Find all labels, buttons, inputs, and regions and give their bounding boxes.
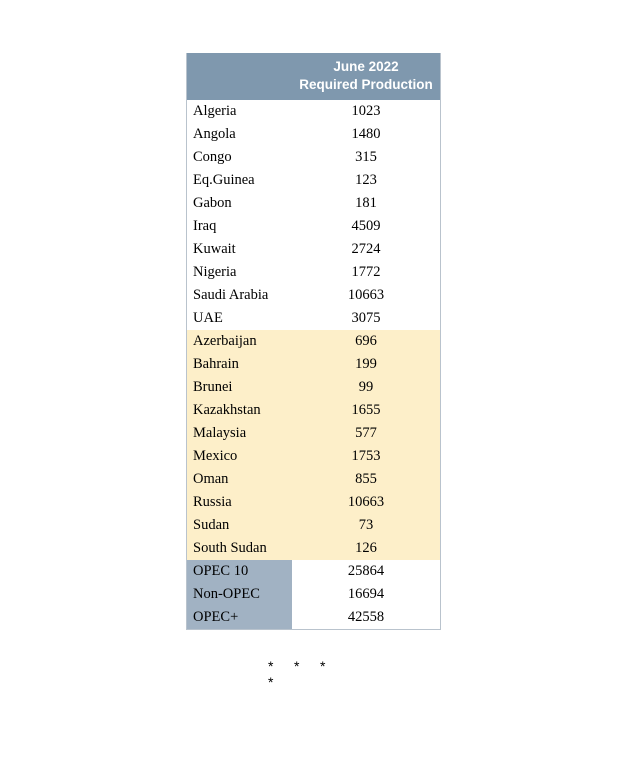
value-cell: 2724 [351,241,381,257]
value-cell: 199 [355,356,377,372]
header-line-2: Required Production [299,77,433,92]
country-cell: Bahrain [193,356,239,372]
country-cell: Eq.Guinea [193,172,255,188]
country-cell: Saudi Arabia [193,287,269,303]
value-cell: 126 [355,540,377,556]
country-cell: Kuwait [193,241,236,257]
header-blank-cell [187,53,292,100]
value-cell: 123 [355,172,377,188]
opec-group [187,100,440,330]
country-cell: Congo [193,149,232,165]
total-value-cell: 25864 [347,563,385,579]
table-header [187,53,440,100]
value-cell: 1772 [351,264,381,280]
country-cell: Angola [193,126,236,142]
table-row [187,169,440,192]
table-row [187,537,440,560]
country-cell: Malaysia [193,425,247,441]
country-cell: Russia [193,494,232,510]
value-cell: 73 [358,517,374,533]
table-row [187,192,440,215]
table-row [187,491,440,514]
value-cell: 181 [355,195,377,211]
value-cell: 855 [355,471,377,487]
total-value-cell: 42558 [347,609,385,625]
value-cell: 1655 [351,402,381,418]
table-row [187,422,440,445]
country-cell: Sudan [193,517,230,533]
table-row [187,238,440,261]
header-line-1: June 2022 [333,59,399,74]
total-value-cell: 16694 [347,586,385,602]
country-cell: Nigeria [193,264,237,280]
table-row [187,123,440,146]
header-title [292,53,440,100]
total-label-cell: OPEC+ [187,606,292,629]
separator-star: * [268,674,274,690]
separator-star: * [320,658,326,674]
table-row [187,330,440,353]
separator-star: * [294,658,300,674]
table-row [187,284,440,307]
totals-group [187,560,440,629]
country-cell: Azerbaijan [193,333,257,349]
country-cell: UAE [193,310,223,326]
table-row [187,445,440,468]
value-cell: 1023 [351,103,381,119]
total-label-cell: OPEC 10 [187,560,292,583]
table-row [187,261,440,284]
country-cell: Gabon [193,195,232,211]
total-row [187,606,440,629]
total-row [187,560,440,583]
country-cell: Mexico [193,448,238,464]
table-row [187,215,440,238]
table-row [187,399,440,422]
table-row [187,353,440,376]
country-cell: Algeria [193,103,237,119]
total-label-cell: Non-OPEC [187,583,292,606]
country-cell: Oman [193,471,229,487]
production-table [186,53,441,630]
table-row [187,307,440,330]
country-cell: Brunei [193,379,233,395]
country-cell: South Sudan [193,540,267,556]
table-row [187,146,440,169]
table-row [187,100,440,123]
value-cell: 1753 [351,448,381,464]
value-cell: 577 [355,425,377,441]
value-cell: 10663 [347,287,385,303]
table-row [187,514,440,537]
separator-star: * [268,658,274,674]
value-cell: 696 [355,333,377,349]
total-row [187,583,440,606]
table-row [187,468,440,491]
value-cell: 4509 [351,218,381,234]
value-cell: 315 [355,149,377,165]
value-cell: 10663 [347,494,385,510]
value-cell: 3075 [351,310,381,326]
section-separator [268,658,368,690]
value-cell: 1480 [351,126,381,142]
table-row [187,376,440,399]
non-opec-group [187,330,440,560]
country-cell: Iraq [193,218,217,234]
country-cell: Kazakhstan [193,402,261,418]
value-cell: 99 [358,379,374,395]
